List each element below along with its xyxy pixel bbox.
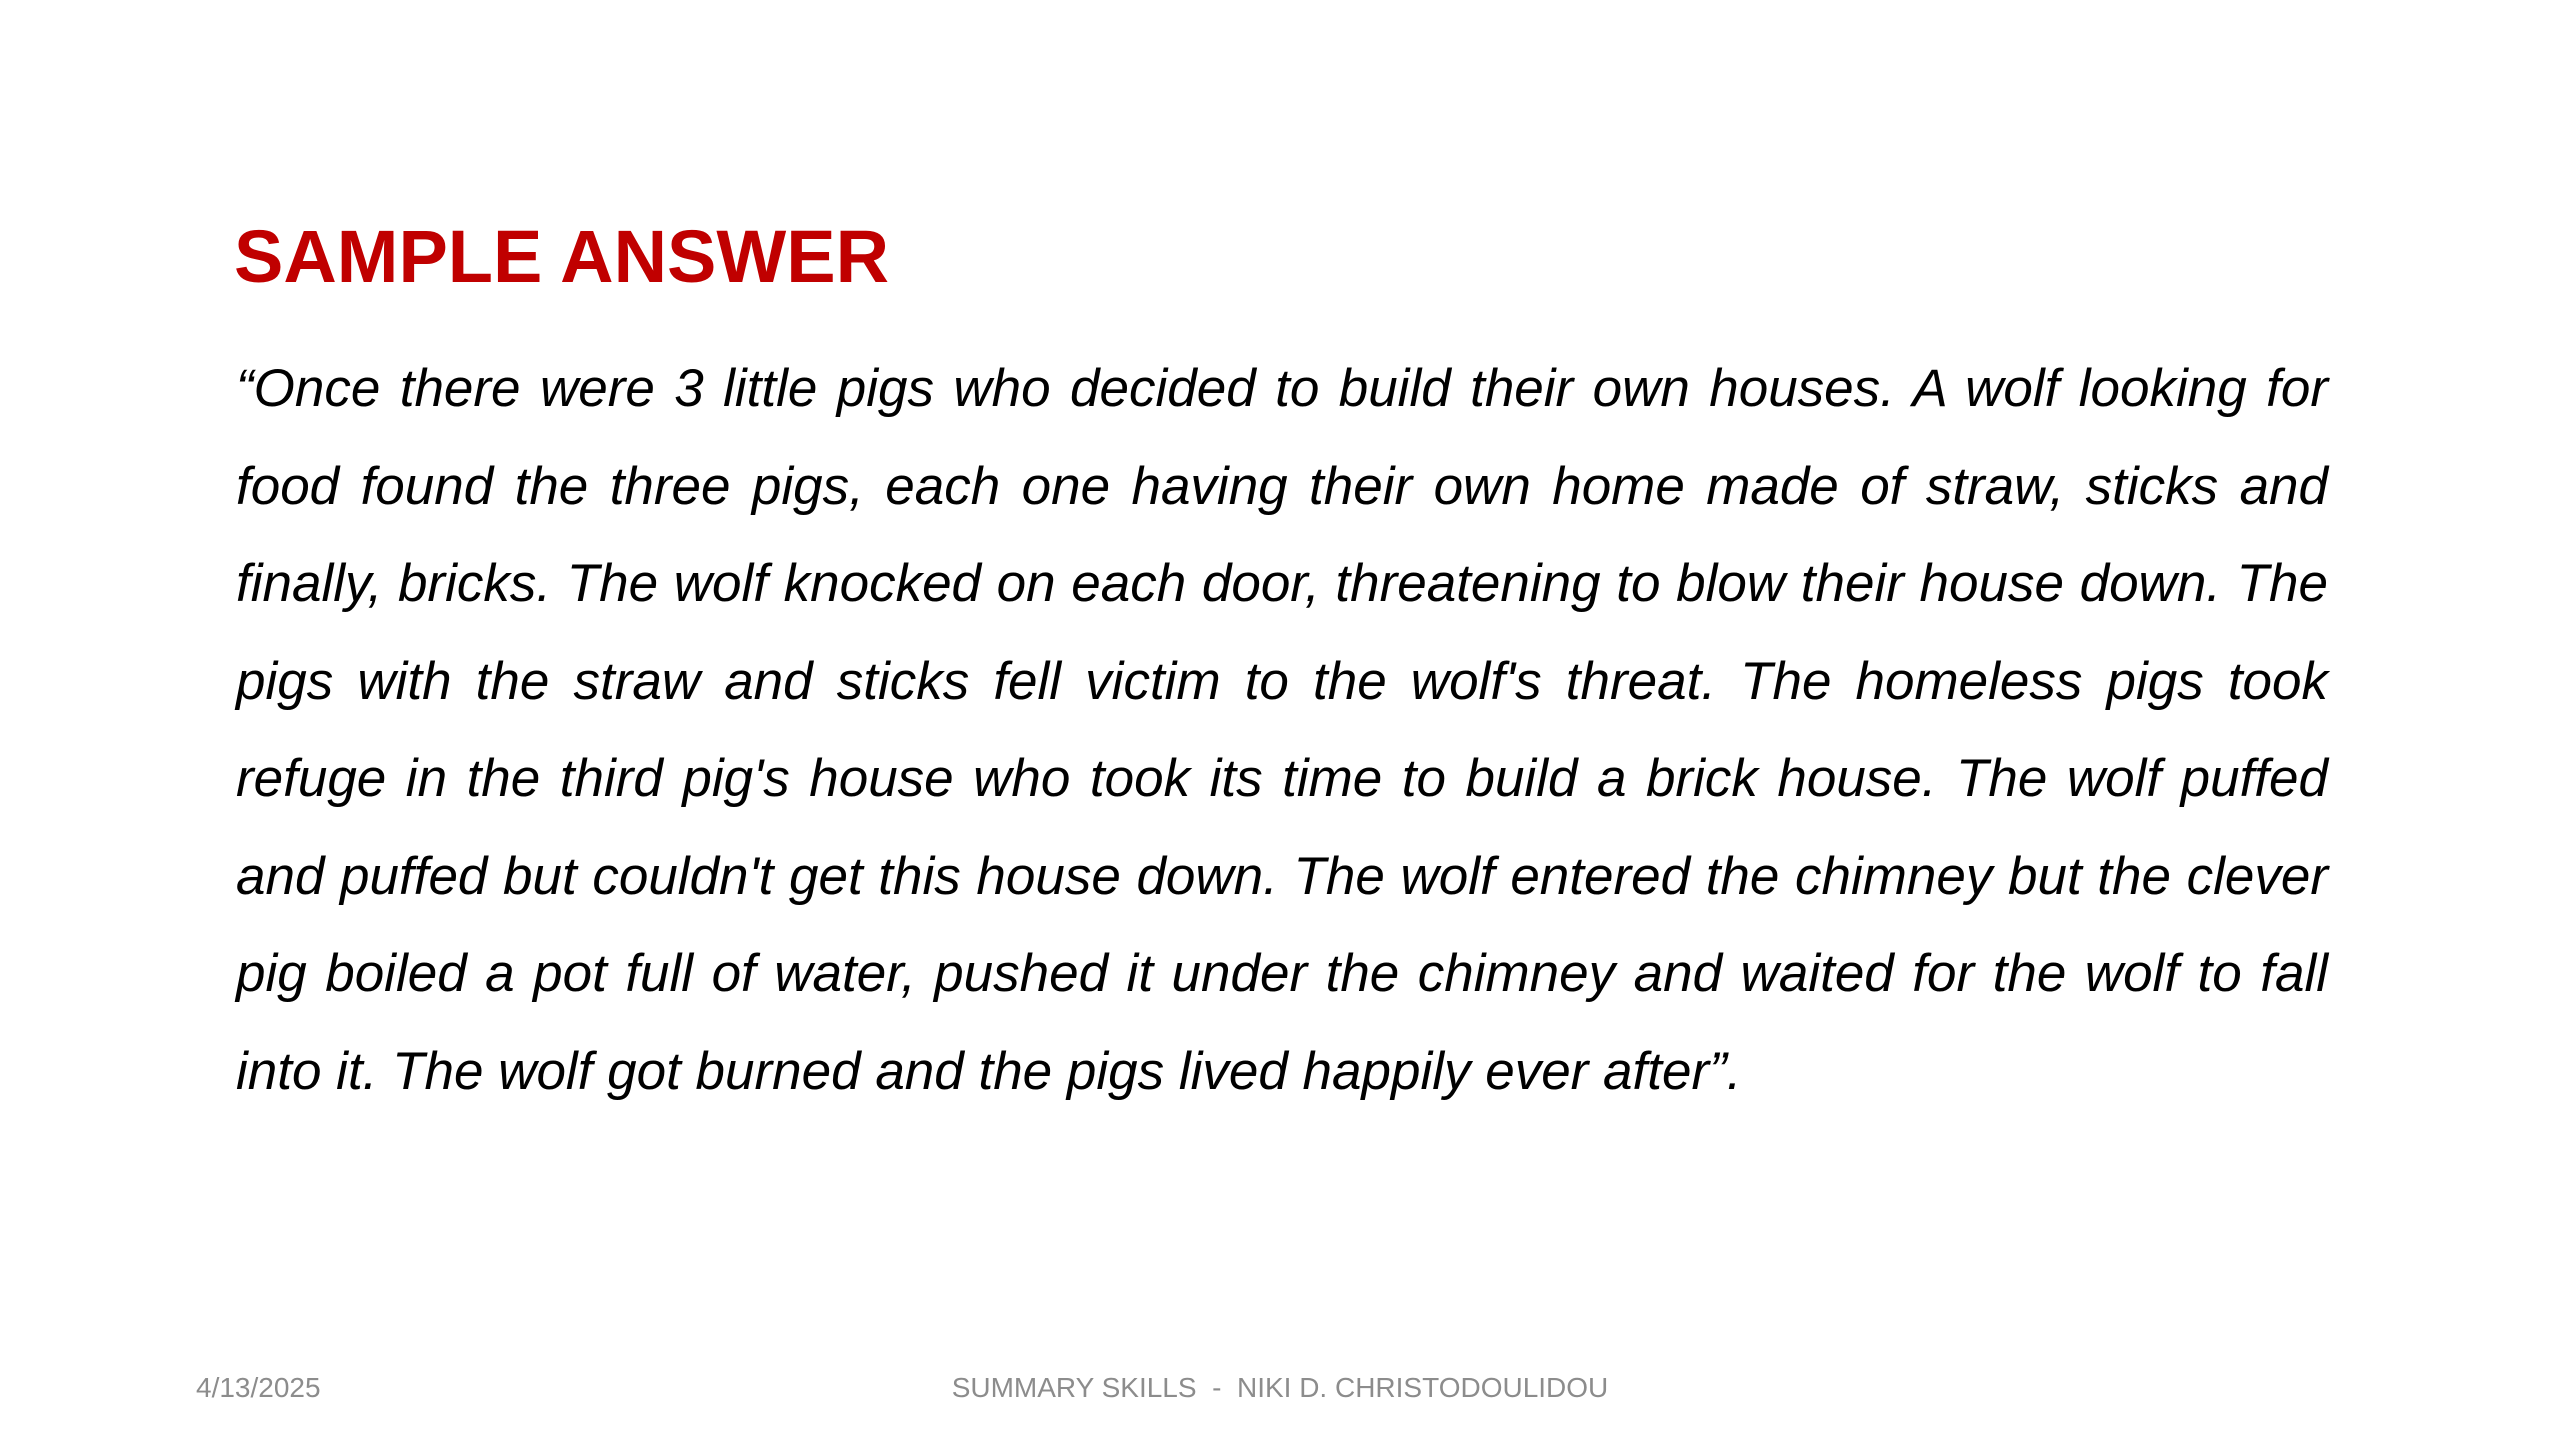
slide-title: SAMPLE ANSWER bbox=[234, 215, 890, 298]
sample-answer-text: “Once there were 3 little pigs who decided to build their own houses. A wolf looking for food found the three pigs, each one having their own home made of straw, sticks and finally, bricks. The wolf knocked on each door, threatening to blow their house down. The pigs with the straw and sticks fell victim to the wolf's threat. The homeless pigs took refuge in the third pig's house who took its time to build a brick house. The wolf puffed and puffed but couldn't get this house down. The wolf entered the chimney but the clever pig boiled a pot full of water, pushed it under the chimney and waited for the wolf to fall into it. The wolf got burned and the pigs lived happily ever after”. bbox=[236, 359, 2328, 1101]
footer-title: SUMMARY SKILLS - NIKI D. CHRISTODOULIDOU bbox=[951, 1372, 1609, 1403]
footer-date: 4/13/2025 bbox=[196, 1372, 321, 1403]
